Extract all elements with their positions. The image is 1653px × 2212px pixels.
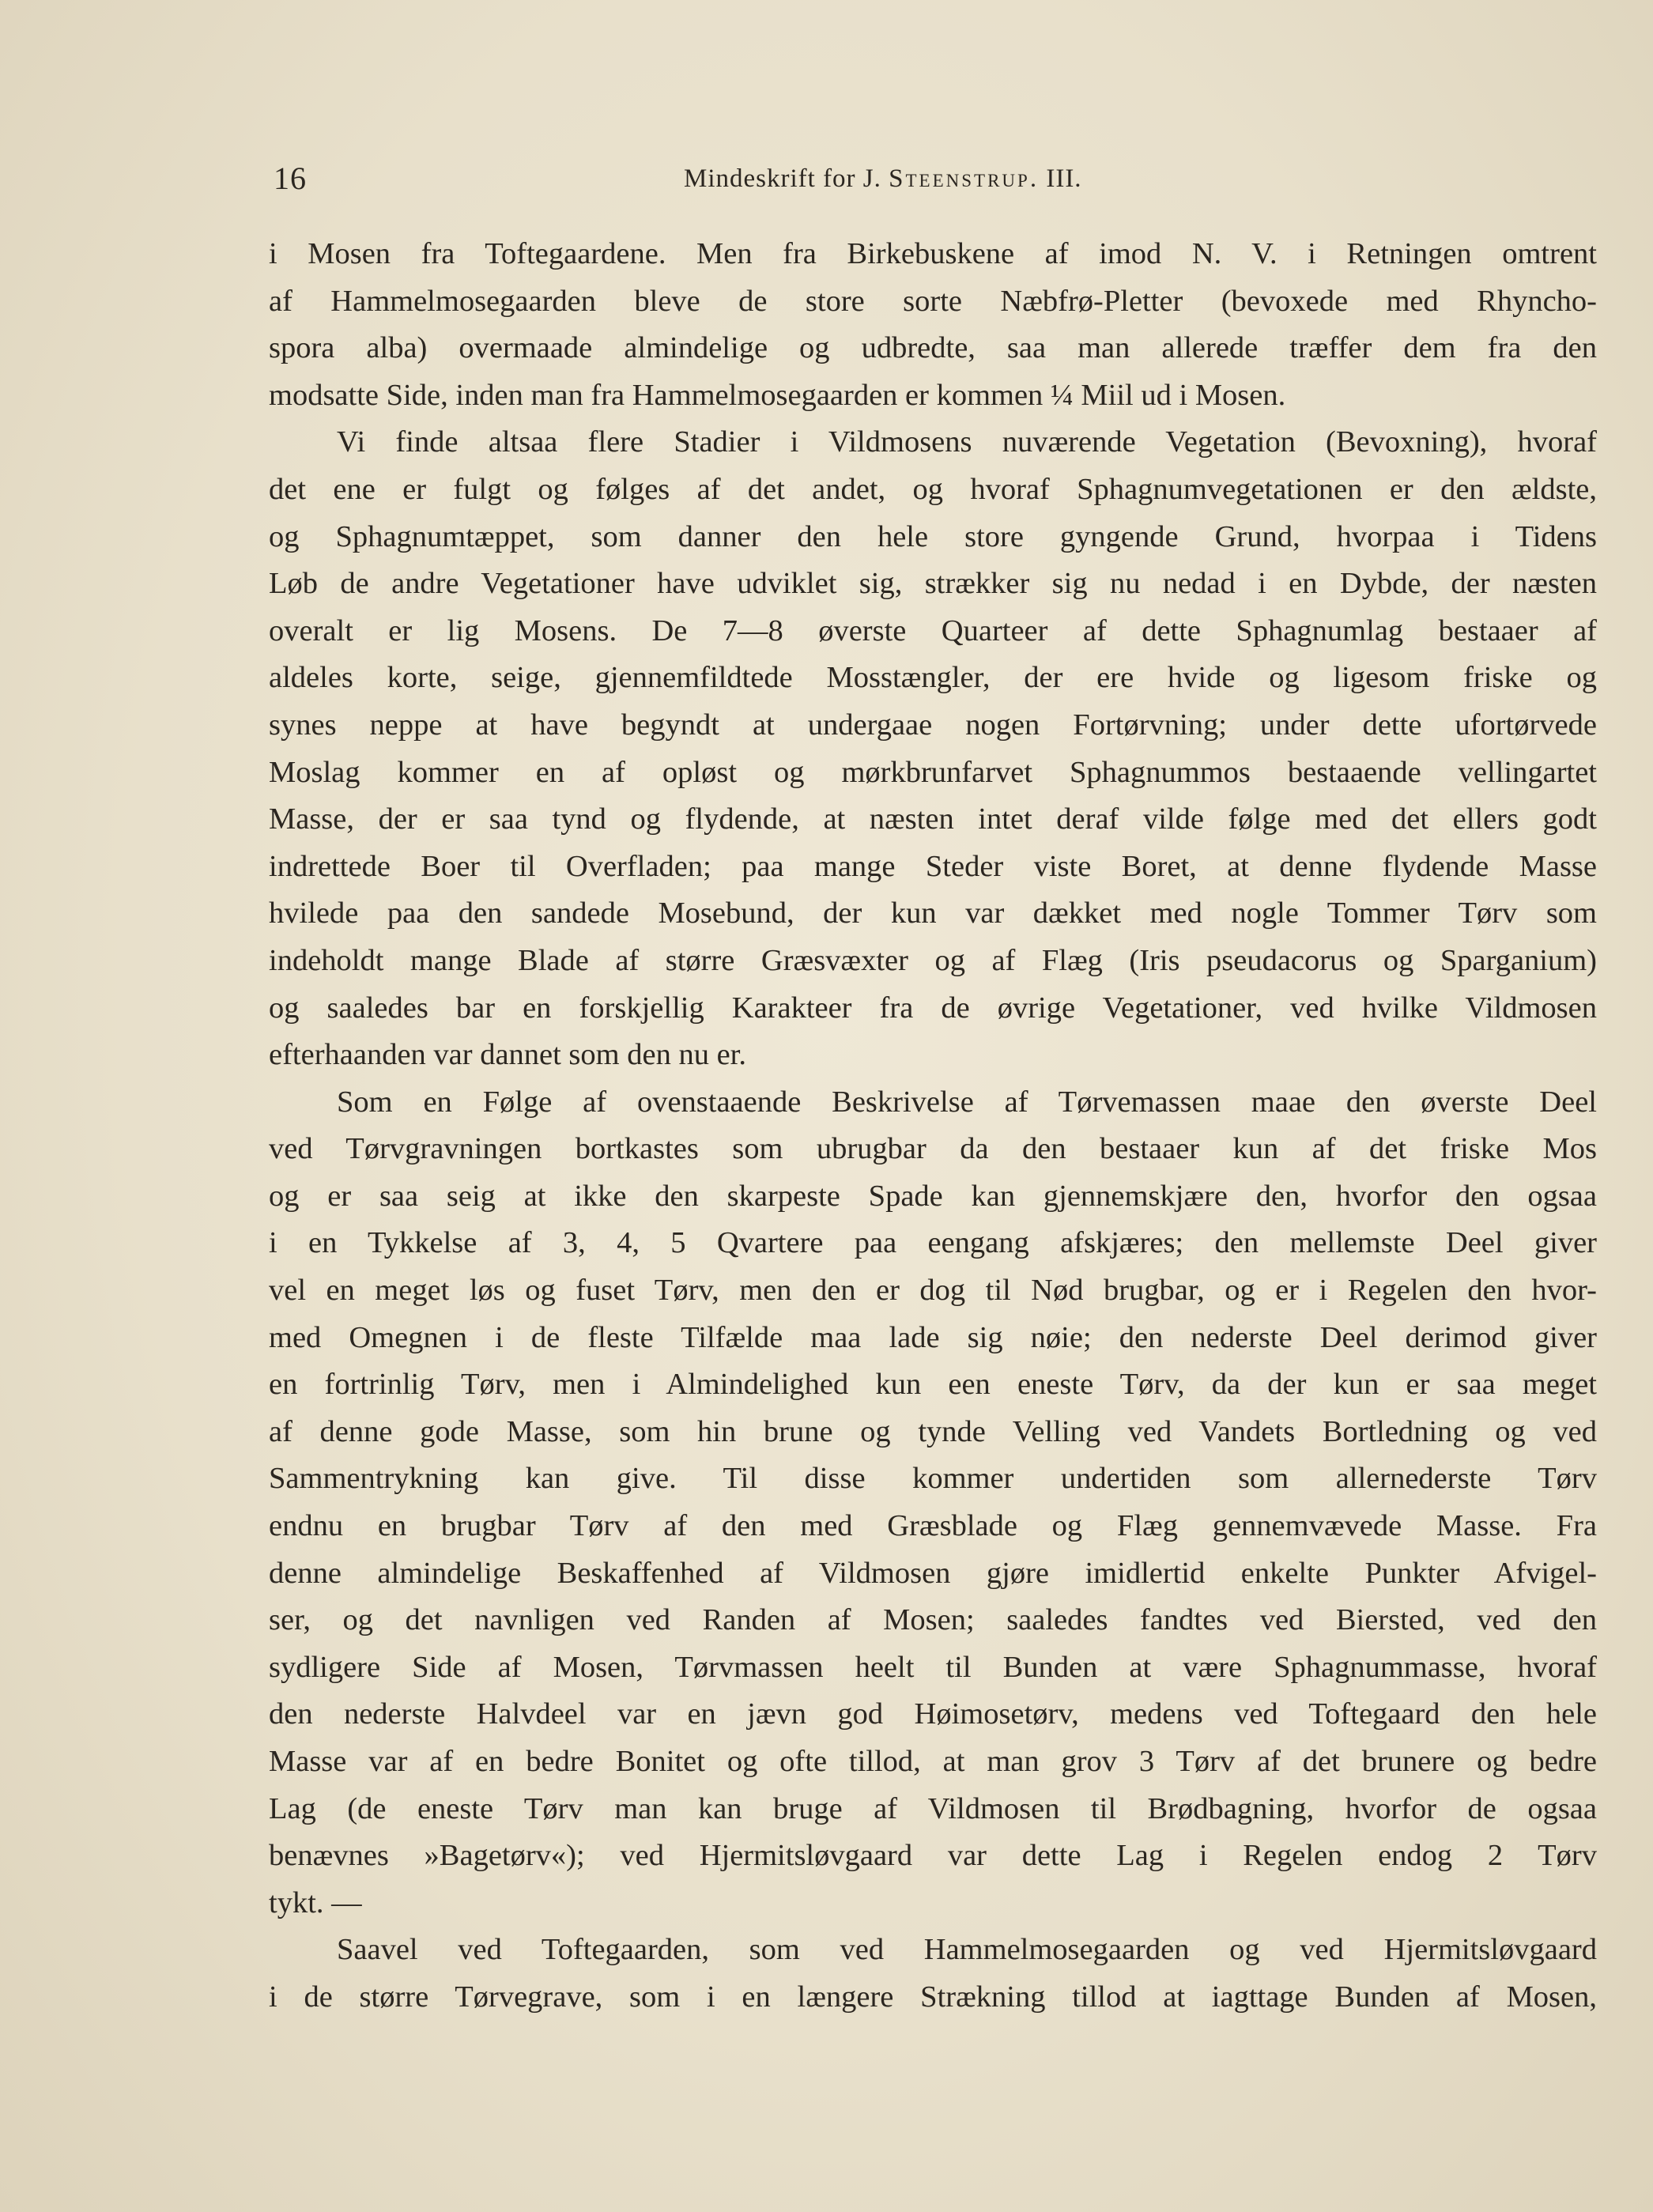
text-line: vel en meget løs og fuset Tørv, men den er dog til Nød brugbar, og er i Regelen den hvor- (269, 1274, 1597, 1308)
text-line: Sammentrykning kan give. Til disse kommer undertiden som allernederste Tørv (269, 1462, 1597, 1496)
text-line: af denne gode Masse, som hin brune og tynde Velling ved Vandets Bortledning og ved (269, 1414, 1597, 1448)
text-line: Som en Følge af ovenstaaende Beskrivelse af Tørvemassen maae den øverste Deel (337, 1085, 1597, 1119)
text-line: det ene er fulgt og følges af det andet, og hvoraf Sphagnumvegetationen er den ældste, (269, 472, 1597, 506)
text-line: i de større Tørvegrave, som i en længere Strækning tillod at iagttage Bunden af Mosen, (269, 1980, 1597, 2014)
text-line: tykt. — (269, 1885, 362, 1919)
page-header (269, 157, 1597, 201)
text-line: indrettede Boer til Overfladen; paa mange Steder viste Boret, at denne flydende Masse (269, 849, 1597, 883)
text-line: benævnes »Bagetørv«); ved Hjermitsløvgaard var dette Lag i Regelen endog 2 Tørv (269, 1839, 1597, 1873)
running-title-name: Steenstrup. (889, 164, 1040, 193)
text-line: i en Tykkelse af 3, 4, 5 Qvartere paa eengang afskjæres; den mellemste Deel giver (269, 1226, 1597, 1260)
text-line: spora alba) overmaade almindelige og udbredte, saa man allerede træffer dem fra den (269, 331, 1597, 365)
text-line: ved Tørvgravningen bortkastes som ubrugbar da den bestaaer kun af det friske Mos (269, 1132, 1597, 1166)
text-line: endnu en brugbar Tørv af den med Græsblade og Flæg gennemvævede Masse. Fra (269, 1509, 1597, 1543)
text-line: efterhaanden var dannet som den nu er. (269, 1038, 746, 1072)
text-line: Saavel ved Toftegaarden, som ved Hammelmosegaarden og ved Hjermitsløvgaard (337, 1933, 1597, 1967)
text-line: Masse, der er saa tynd og flydende, at næsten intet deraf vilde følge med det ellers godt (269, 802, 1597, 836)
text-line: denne almindelige Beskaffenhed af Vildmosen gjøre imidlertid enkelte Punkter Afvigel- (269, 1556, 1597, 1590)
text-line: af Hammelmosegaarden bleve de store sorte Næbfrø-Pletter (bevoxede med Rhyncho- (269, 284, 1597, 318)
text-line: den nederste Halvdeel var en jævn god Høimosetørv, medens ved Toftegaard den hele (269, 1697, 1597, 1731)
text-line: aldeles korte, seige, gjennemfildtede Mosstængler, der ere hvide og ligesom friske og (269, 661, 1597, 695)
text-line: sydligere Side af Mosen, Tørvmassen heelt til Bunden at være Sphagnummasse, hvoraf (269, 1650, 1597, 1684)
running-title-volume: III. (1039, 164, 1082, 193)
text-line: og er saa seig at ikke den skarpeste Spade kan gjennemskjære den, hvorfor den ogsaa (269, 1179, 1597, 1213)
text-line: hvilede paa den sandede Mosebund, der kun var dækket med nogle Tommer Tørv som (269, 897, 1597, 930)
text-line: en fortrinlig Tørv, men i Almindelighed kun een eneste Tørv, da der kun er saa meget (269, 1368, 1597, 1402)
text-line: Løb de andre Vegetationer have udviklet sig, strækker sig nu nedad i en Dybde, der næsten (269, 567, 1597, 601)
text-line: og Sphagnumtæppet, som danner den hele store gyngende Grund, hvorpaa i Tidens (269, 519, 1597, 553)
text-line: Vi finde altsaa flere Stadier i Vildmosens nuværende Vegetation (Bevoxning), hvoraf (337, 425, 1597, 459)
page-number: 16 (274, 160, 307, 196)
text-line: ser, og det navnligen ved Randen af Mosen; saaledes fandtes ved Biersted, ved den (269, 1603, 1597, 1637)
text-line: med Omegnen i de fleste Tilfælde maa lade sig nøie; den nederste Deel derimod giver (269, 1320, 1597, 1354)
text-line: overalt er lig Mosens. De 7—8 øverste Quarteer af dette Sphagnumlag bestaaer af (269, 613, 1597, 647)
text-line: synes neppe at have begyndt at undergaae nogen Fortørvning; under dette ufortørvede (269, 708, 1597, 742)
running-title-prefix: Mindeskrift for J. (684, 164, 889, 193)
text-line: Masse var af en bedre Bonitet og ofte tillod, at man grov 3 Tørv af det brunere og bedre (269, 1745, 1597, 1778)
running-title (684, 157, 1082, 201)
text-line: Moslag kommer en af opløst og mørkbrunfarvet Sphagnummos bestaaende vellingartet (269, 755, 1597, 789)
text-line: Lag (de eneste Tørv man kan bruge af Vildmosen til Brødbagning, hvorfor de ogsaa (269, 1791, 1597, 1825)
text-line: modsatte Side, inden man fra Hammelmosegaarden er kommen ¼ Miil ud i Mosen. (269, 378, 1286, 412)
text-line: og saaledes bar en forskjellig Karakteer fra de øvrige Vegetationer, ved hvilke Vildmosen (269, 991, 1597, 1025)
body-text (269, 231, 1597, 2021)
text-line: indeholdt mange Blade af større Græsvæxter og af Flæg (Iris pseudacorus og Sparganium) (269, 943, 1597, 977)
text-line: i Mosen fra Toftegaardene. Men fra Birkebuskene af imod N. V. i Retningen omtrent (269, 237, 1597, 270)
